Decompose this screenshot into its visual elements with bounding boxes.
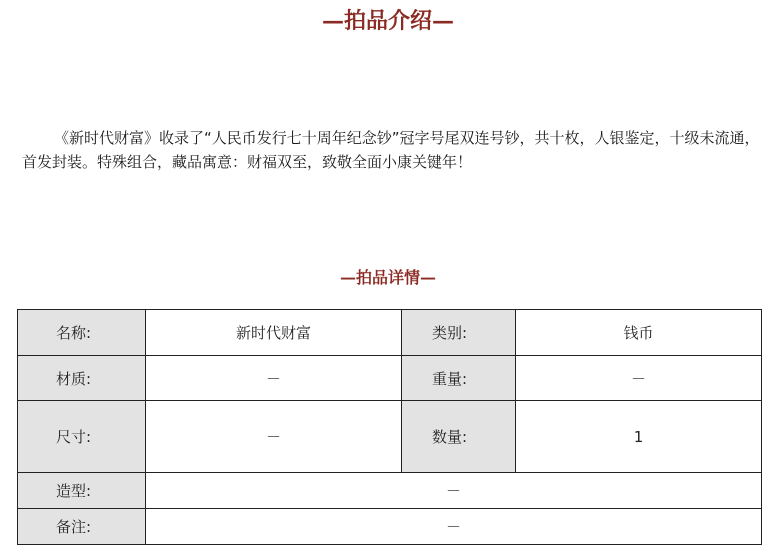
table-row	[18, 310, 762, 356]
material-value: －	[146, 356, 402, 401]
intro-description: 《新时代财富》收录了“人民币发行七十周年纪念钞”冠字号尾双连号钞，共十枚，人银鉴定，十级未流通，首发封装。特殊组合，藏品寓意：财福双至，致敬全面小康关键年！	[22, 129, 760, 171]
details-table	[17, 309, 762, 545]
name-label: 名称:	[18, 310, 146, 356]
shape-label: 造型:	[18, 473, 146, 509]
table-row	[18, 356, 762, 401]
shape-value: －	[146, 473, 762, 509]
table-row	[18, 473, 762, 509]
size-label: 尺寸:	[18, 401, 146, 473]
material-label: 材质:	[18, 356, 146, 401]
table-row	[18, 509, 762, 545]
category-value: 钱币	[516, 310, 762, 356]
size-value: －	[146, 401, 402, 473]
remarks-label: 备注:	[18, 509, 146, 545]
weight-label: 重量:	[402, 356, 516, 401]
category-label: 类别:	[402, 310, 516, 356]
quantity-label: 数量:	[402, 401, 516, 473]
weight-value: －	[516, 356, 762, 401]
table-row	[18, 401, 762, 473]
name-value: 新时代财富	[146, 310, 402, 356]
intro-section-title: —拍品介绍—	[321, 8, 454, 34]
remarks-value: －	[146, 509, 762, 545]
details-section-title: —拍品详情—	[339, 268, 436, 287]
quantity-value: 1	[516, 401, 762, 473]
